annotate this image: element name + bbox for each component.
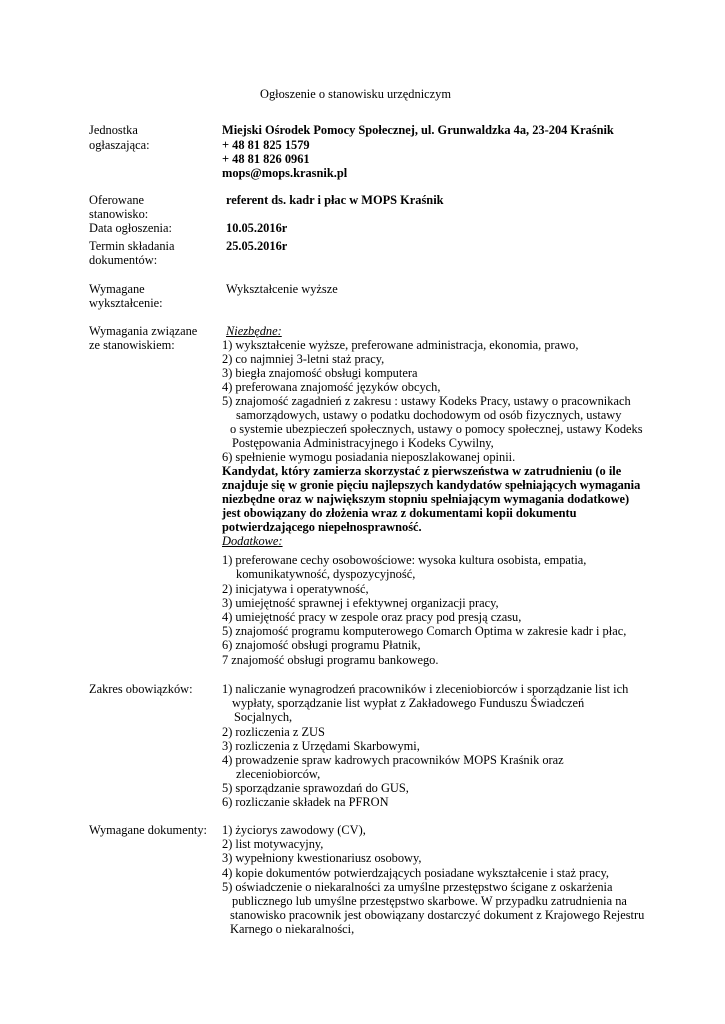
niezbedne-item: samorządowych, ustawy o podatku dochodowym od osób fizycznych, ustawy: [236, 408, 622, 422]
wyksztalcenie-label-line1: Wymagane: [89, 282, 145, 296]
niepelnosprawnosc-note: jest obowiązany do złożenia wraz z dokumentami kopii dokumentu: [222, 506, 577, 520]
wymagania-label-line1: Wymagania związane: [89, 324, 198, 338]
dokumenty-item: publicznego lub umyślne przestępstwo skarbowe. W przypadku zatrudnienia na: [232, 894, 627, 908]
dodatkowe-item: 6) znajomość obsługi programu Płatnik,: [222, 638, 421, 652]
dokumenty-item: stanowisko pracownik jest obowiązany dostarczyć dokument z Krajowego Rejestru: [230, 908, 645, 922]
niepelnosprawnosc-note: Kandydat, który zamierza skorzystać z pierwszeństwa w zatrudnieniu (o ile: [222, 464, 622, 478]
niezbedne-item: 5) znajomość zagadnień z zakresu : ustawy Kodeks Pracy, ustawy o pracownikach: [222, 394, 631, 408]
niezbedne-item: 6) spełnienie wymogu posiadania nieposzlakowanej opinii.: [222, 450, 516, 464]
niepelnosprawnosc-note: znajduje się w gronie pięciu najlepszych kandydatów spełniających wymagania: [222, 478, 641, 492]
termin-label-line1: Termin składania: [89, 239, 175, 253]
dokumenty-item: 5) oświadczenie o niekaralności za umyślne przestępstwo ścigane z oskarżenia: [222, 880, 613, 894]
jednostka-email: mops@mops.krasnik.pl: [222, 166, 348, 180]
dodatkowe-item: 2) inicjatywa i operatywność,: [222, 582, 369, 596]
data-ogloszenia-value: 10.05.2016r: [226, 221, 288, 235]
zakres-item: 1) naliczanie wynagrodzeń pracowników i zleceniobiorców i sporządzanie list ich: [222, 682, 629, 696]
niezbedne-item: 1) wykształcenie wyższe, preferowane administracja, ekonomia, prawo,: [222, 338, 579, 352]
zakres-label: Zakres obowiązków:: [89, 682, 193, 696]
oferowane-label-line1: Oferowane: [89, 193, 145, 207]
termin-value: 25.05.2016r: [226, 239, 288, 253]
data-ogloszenia-label: Data ogłoszenia:: [89, 221, 172, 235]
zakres-item: 3) rozliczenia z Urzędami Skarbowymi,: [222, 739, 420, 753]
dodatkowe-item: 5) znajomość programu komputerowego Comarch Optima w zakresie kadr i płac,: [222, 624, 627, 638]
jednostka-name: Miejski Ośrodek Pomocy Społecznej, ul. Grunwaldzka 4a, 23-204 Kraśnik: [222, 123, 614, 137]
niezbedne-item: o systemie ubezpieczeń społecznych, ustawy o pomocy społecznej, ustawy Kodeks: [230, 422, 643, 436]
jednostka-label-line2: ogłaszająca:: [89, 138, 150, 152]
jednostka-label-line1: Jednostka: [89, 123, 138, 137]
zakres-item: wypłaty, sporządzanie list wypłat z Zakładowego Funduszu Świadczeń: [232, 696, 585, 710]
niezbedne-item: 3) biegła znajomość obsługi komputera: [222, 366, 418, 380]
niezbedne-item: Postępowania Administracyjnego i Kodeks Cywilny,: [232, 436, 494, 450]
jednostka-phone2: + 48 81 826 0961: [222, 152, 310, 166]
page-title: Ogłoszenie o stanowisku urzędniczym: [260, 87, 451, 101]
dokumenty-item: 3) wypełniony kwestionariusz osobowy,: [222, 851, 422, 865]
zakres-item: 5) sporządzanie sprawozdań do GUS,: [222, 781, 409, 795]
oferowane-value: referent ds. kadr i płac w MOPS Kraśnik: [226, 193, 444, 207]
oferowane-label-line2: stanowisko:: [89, 207, 149, 221]
dodatkowe-heading: Dodatkowe:: [222, 534, 283, 548]
niepelnosprawnosc-note: potwierdzającego niepełnosprawność.: [222, 520, 422, 534]
dokumenty-item: 1) życiorys zawodowy (CV),: [222, 823, 366, 837]
dodatkowe-item: komunikatywność, dyspozycyjność,: [236, 567, 416, 581]
dokumenty-item: 4) kopie dokumentów potwierdzających posiadane wykształcenie i staż pracy,: [222, 866, 609, 880]
dokumenty-label: Wymagane dokumenty:: [89, 823, 207, 837]
wyksztalcenie-value: Wykształcenie wyższe: [226, 282, 338, 296]
dodatkowe-item: 7 znajomość obsługi programu bankowego.: [222, 653, 439, 667]
niezbedne-heading: Niezbędne:: [226, 324, 282, 338]
zakres-item: 2) rozliczenia z ZUS: [222, 725, 325, 739]
zakres-item: 6) rozliczanie składek na PFRON: [222, 795, 389, 809]
niepelnosprawnosc-note: niezbędne oraz w największym stopniu spełniającym wymagania dodatkowe): [222, 492, 630, 506]
wymagania-label-line2: ze stanowiskiem:: [89, 338, 175, 352]
dodatkowe-item: 4) umiejętność pracy w zespole oraz pracy pod presją czasu,: [222, 610, 522, 624]
niezbedne-item: 2) co najmniej 3-letni staż pracy,: [222, 352, 385, 366]
zakres-item: 4) prowadzenie spraw kadrowych pracowników MOPS Kraśnik oraz: [222, 753, 564, 767]
jednostka-phone1: + 48 81 825 1579: [222, 138, 310, 152]
zakres-item: Socjalnych,: [234, 710, 293, 724]
dodatkowe-item: 1) preferowane cechy osobowościowe: wysoka kultura osobista, empatia,: [222, 553, 587, 567]
dodatkowe-item: 3) umiejętność sprawnej i efektywnej organizacji pracy,: [222, 596, 499, 610]
dokumenty-item: Karnego o niekaralności,: [230, 922, 355, 936]
termin-label-line2: dokumentów:: [89, 253, 158, 267]
wyksztalcenie-label-line2: wykształcenie:: [89, 296, 163, 310]
zakres-item: zleceniobiorców,: [236, 767, 321, 781]
dokumenty-item: 2) list motywacyjny,: [222, 837, 324, 851]
niezbedne-item: 4) preferowana znajomość języków obcych,: [222, 380, 441, 394]
